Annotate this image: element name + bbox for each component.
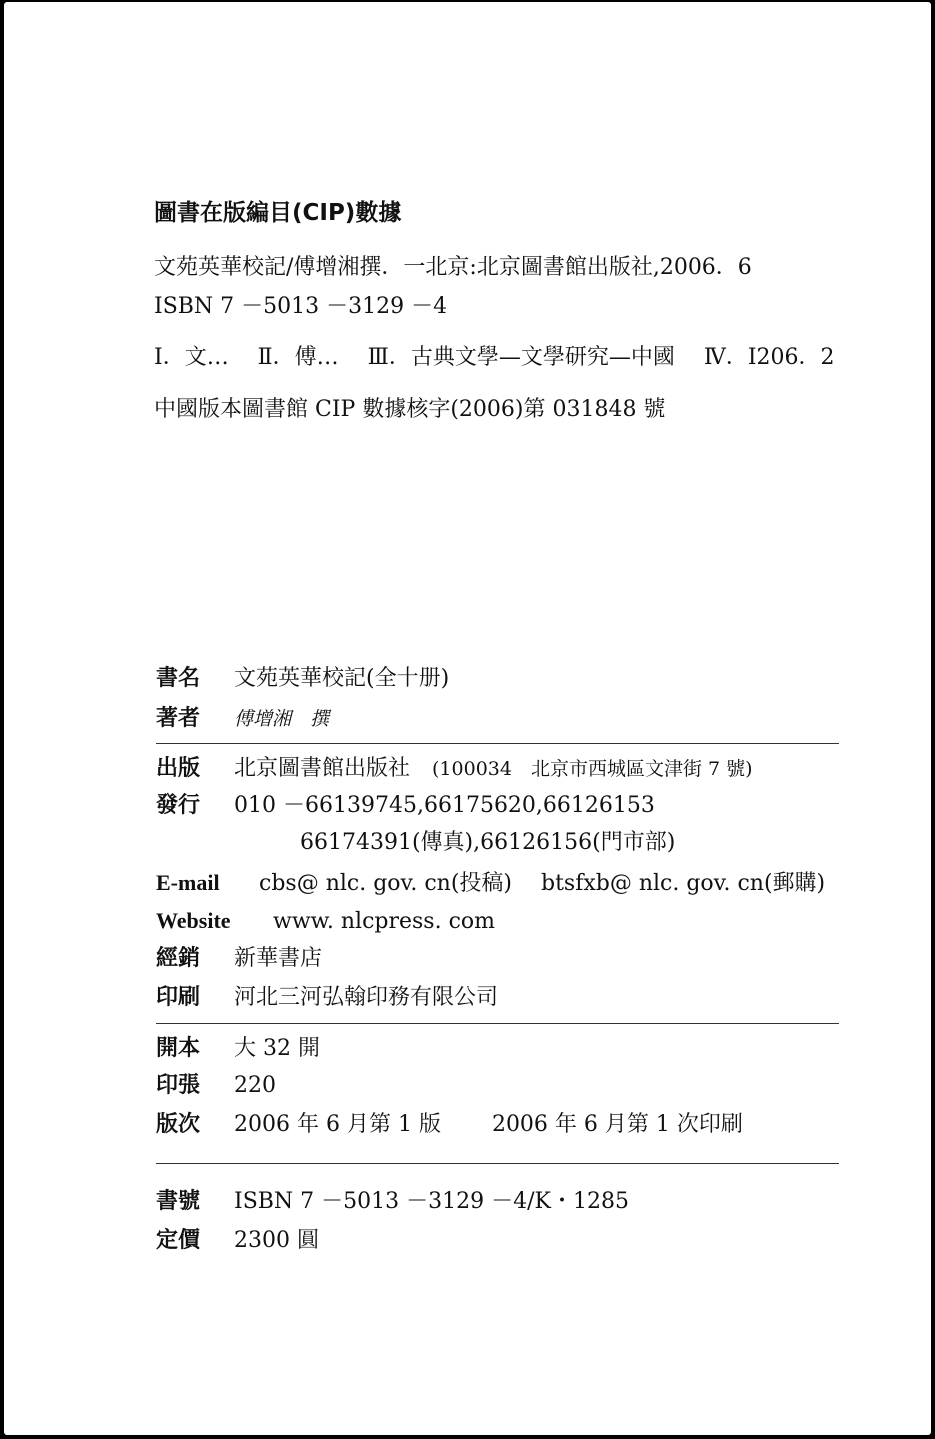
website-value: www. nlcpress. com [273,909,496,934]
book-title-label: 書名 [156,666,201,691]
book-title-value: 文苑英華校記(全十册) [234,666,450,691]
divider [156,1023,839,1024]
book-title-row [156,668,449,690]
website-row [156,910,495,933]
isbn-label: 書號 [156,1189,201,1214]
website-label: Website [156,908,231,933]
copyright-page [4,2,931,1435]
cip-verification-line: 中國版本圖書館 CIP 數據核字(2006)第 031848 號 [154,397,666,422]
divider [156,1163,839,1164]
cip-subject-line: Ⅰ．文… Ⅱ．傅… Ⅲ．古典文學—文學研究—中國 Ⅳ．I206．2 [154,345,835,370]
printer-value: 河北三河弘翰印務有限公司 [234,985,499,1010]
edition-row [156,1114,743,1136]
edition-label: 版次 [156,1112,201,1137]
format-label: 開本 [156,1036,201,1061]
sheets-row [156,1075,276,1097]
author-value: 傅增湘 撰 [234,708,330,730]
distribution-phones: 010 －66139745,66175620,66126153 [234,793,655,818]
distribution-row-2 [300,832,675,854]
email-value: cbs@ nlc. gov. cn(投稿) btsfxb@ nlc. gov. cn(郵購) [259,871,826,896]
cip-isbn-line: ISBN 7 －5013 －3129 －4 [154,294,448,319]
author-row [156,708,329,730]
price-row [156,1230,319,1252]
distribution-phones-2: 66174391(傳真),66126156(門市部) [300,830,676,855]
publisher-row [156,758,753,780]
publisher-address: (100034 北京市西城區文津街 7 號) [432,758,753,780]
cip-record-line: 文苑英華校記/傅增湘撰．一北京:北京圖書館出版社,2006．6 [154,255,752,280]
author-label: 著者 [156,706,201,731]
price-value: 2300 圓 [234,1228,319,1253]
isbn-row [156,1191,629,1213]
price-label: 定價 [156,1228,201,1253]
publisher-value: 北京圖書館出版社 [234,756,411,781]
email-row [156,872,825,895]
distribution-label: 發行 [156,793,201,818]
printer-row [156,987,498,1009]
distribution-row [156,795,655,817]
divider [156,743,839,744]
format-row [156,1038,320,1060]
format-value: 大 32 開 [234,1036,320,1061]
seller-row [156,948,322,970]
publisher-label: 出版 [156,756,201,781]
sheets-value: 220 [234,1073,276,1098]
email-label: E-mail [156,870,220,895]
printer-label: 印刷 [156,985,201,1010]
cip-title: 圖書在版編目(CIP)數據 [154,200,402,226]
edition-value: 2006 年 6 月第 1 版 2006 年 6 月第 1 次印刷 [234,1112,743,1137]
sheets-label: 印張 [156,1073,201,1098]
isbn-value: ISBN 7 －5013 －3129 －4/K・1285 [234,1189,629,1214]
seller-label: 經銷 [156,946,201,971]
seller-value: 新華書店 [234,946,323,971]
